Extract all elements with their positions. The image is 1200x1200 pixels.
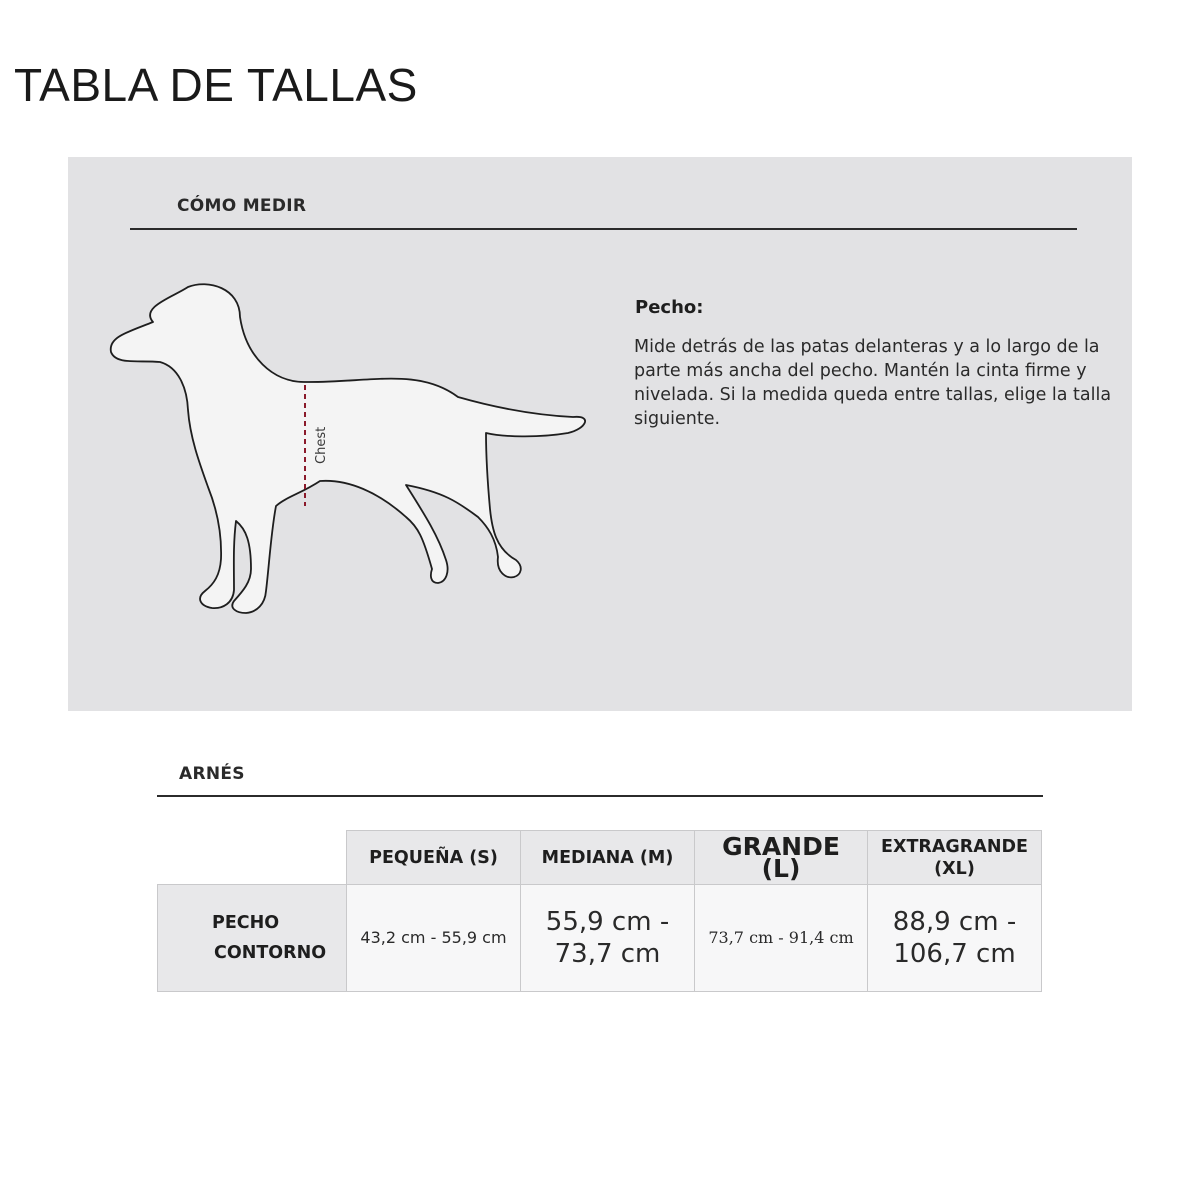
column-header-large: GRANDE (L): [695, 831, 868, 885]
chest-marker-label: Chest: [314, 426, 329, 464]
how-to-measure-panel: [68, 157, 1132, 711]
harness-size-table: [157, 830, 1042, 992]
column-header-medium: MEDIANA (M): [521, 831, 695, 885]
dog-body-outline: [111, 284, 585, 613]
dog-silhouette-icon: [68, 157, 1132, 711]
cell-large: [695, 885, 868, 992]
column-header-small: PEQUEÑA (S): [347, 831, 521, 885]
row-label-chest: PECHO: [212, 913, 280, 933]
chest-info-title: Pecho:: [635, 297, 704, 318]
column-header-extra-large: EXTRAGRANDE (XL): [868, 831, 1042, 885]
table-row: [158, 885, 1042, 992]
harness-divider: [157, 795, 1043, 797]
chest-info-description: Mide detrás de las patas delanteras y a lo largo de la parte más ancha del pecho. Mantén la cinta firme y nivelada. Si la medida queda entre tallas, elige la talla siguiente.: [634, 337, 1112, 429]
row-label-girth: CONTORNO: [214, 943, 327, 963]
table-corner-cell: [158, 831, 347, 885]
cell-small: [347, 885, 521, 992]
value-large: 73,7 cm - 91,4 cm: [708, 928, 854, 947]
row-header-chest-girth: [158, 885, 347, 992]
how-to-measure-heading: CÓMO MEDIR: [177, 196, 307, 216]
table-header-row: [158, 831, 1042, 885]
value-medium: 55,9 cm - 73,7 cm: [545, 907, 670, 969]
harness-heading: ARNÉS: [179, 764, 245, 784]
value-extra-large: 88,9 cm - 106,7 cm: [892, 907, 1017, 969]
cell-medium: [521, 885, 695, 992]
page-title: TABLA DE TALLAS: [14, 59, 418, 111]
value-small: 43,2 cm - 55,9 cm: [360, 928, 507, 947]
cell-extra-large: [868, 885, 1042, 992]
